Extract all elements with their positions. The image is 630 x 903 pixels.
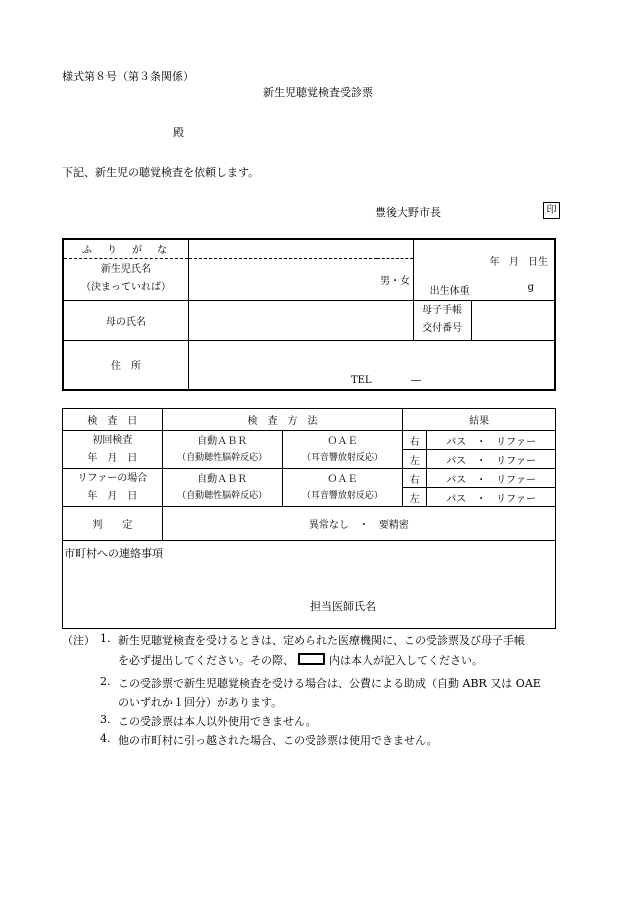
refer-abr-option[interactable]: 自動ＡＢＲ （自動聴性脳幹反応）	[162, 469, 282, 507]
col-exam-method: 検 査 方 法	[162, 409, 402, 431]
notice-label: 市町村への連絡事項	[64, 547, 163, 560]
sex-field[interactable]: 男・女	[377, 258, 413, 300]
request-text: 下記、新生児の聴覚検査を依頼します。	[62, 166, 260, 179]
birth-weight-field[interactable]	[413, 280, 555, 300]
judgment-label: 判 定	[63, 507, 163, 541]
newborn-name-label: 新生児氏名 （決まっていれば）	[63, 258, 188, 300]
address-field[interactable]	[188, 340, 555, 390]
note-1-line-2: を必ず提出してください。その際、 内は本人が記入してください。	[118, 654, 483, 667]
notice-field[interactable]	[63, 541, 556, 629]
birthday-label: 日生	[528, 256, 548, 268]
year-label: 年	[489, 256, 500, 268]
tel-label: TEL	[350, 375, 372, 386]
col-exam-date: 検 査 日	[63, 409, 163, 431]
first-oae-option[interactable]: ＯＡＥ （耳音響放射反応）	[282, 431, 403, 469]
form-title: 新生児聴覚検査受診票	[263, 86, 373, 99]
note-3-number: 3.	[100, 713, 111, 726]
handbook-number-field[interactable]	[471, 300, 555, 340]
address-label: 住 所	[63, 340, 188, 390]
judgment-value[interactable]: 異常なし ・ 要精密	[162, 507, 555, 541]
first-exam-date[interactable]: 初回検査 年 月 日	[63, 431, 163, 469]
note-2-line-2: のいずれか１回分）があります。	[118, 696, 283, 709]
furigana-label: ふりがな	[63, 239, 188, 258]
first-left-ear: 左	[403, 450, 427, 469]
note-1-number: 1.	[100, 632, 111, 645]
note-2-number: 2.	[100, 675, 111, 688]
month-label: 月	[508, 256, 519, 268]
first-right-result[interactable]: パス ・ リファー	[427, 431, 556, 450]
addressee-suffix: 殿	[173, 126, 184, 139]
note-4-line-1: 他の市町村に引っ越された場合、この受診票は使用できません。	[118, 734, 438, 747]
notes-label: （注）	[62, 634, 95, 647]
refer-oae-option[interactable]: ＯＡＥ （耳音響放射反応）	[282, 469, 403, 507]
mother-name-label: 母の氏名	[63, 300, 188, 340]
applicant-table	[62, 238, 556, 391]
entry-box-icon	[298, 653, 325, 665]
birth-weight-label: 出生体重	[429, 286, 470, 298]
tel-dash: ―	[410, 375, 421, 386]
first-left-result[interactable]: パス ・ リファー	[427, 450, 556, 469]
note-2-line-1: この受診票で新生児聴覚検査を受ける場合は、公費による助成（自動 ABR 又は OAE	[118, 677, 541, 690]
refer-left-result[interactable]: パス ・ リファー	[427, 488, 556, 507]
first-abr-option[interactable]: 自動ＡＢＲ （自動聴性脳幹反応）	[162, 431, 282, 469]
form-number: 様式第８号（第３条関係）	[62, 70, 194, 83]
mother-name-field[interactable]	[188, 300, 413, 340]
weight-unit: g	[527, 282, 534, 294]
col-result: 結果	[403, 409, 556, 431]
furigana-field[interactable]	[188, 239, 413, 258]
handbook-number-label: 母子手帳 交付番号	[413, 300, 471, 340]
exam-table	[62, 408, 556, 629]
refer-right-ear: 右	[403, 469, 427, 488]
seal-stamp: 印	[543, 202, 560, 219]
note-4-number: 4.	[100, 732, 111, 745]
doctor-name-label: 担当医師氏名	[310, 600, 376, 613]
refer-exam-date[interactable]: リファーの場合 年 月 日	[63, 469, 163, 507]
refer-left-ear: 左	[403, 488, 427, 507]
issuer: 豊後大野市長	[375, 206, 441, 219]
refer-right-result[interactable]: パス ・ リファー	[427, 469, 556, 488]
note-1-line-1: 新生児聴覚検査を受けるときは、定められた医療機関に、この受診票及び母子手帳	[118, 634, 525, 647]
newborn-name-field[interactable]	[188, 258, 377, 300]
first-right-ear: 右	[403, 431, 427, 450]
birthdate-field[interactable]	[413, 239, 555, 280]
note-3-line-1: この受診票は本人以外使用できません。	[118, 715, 317, 728]
